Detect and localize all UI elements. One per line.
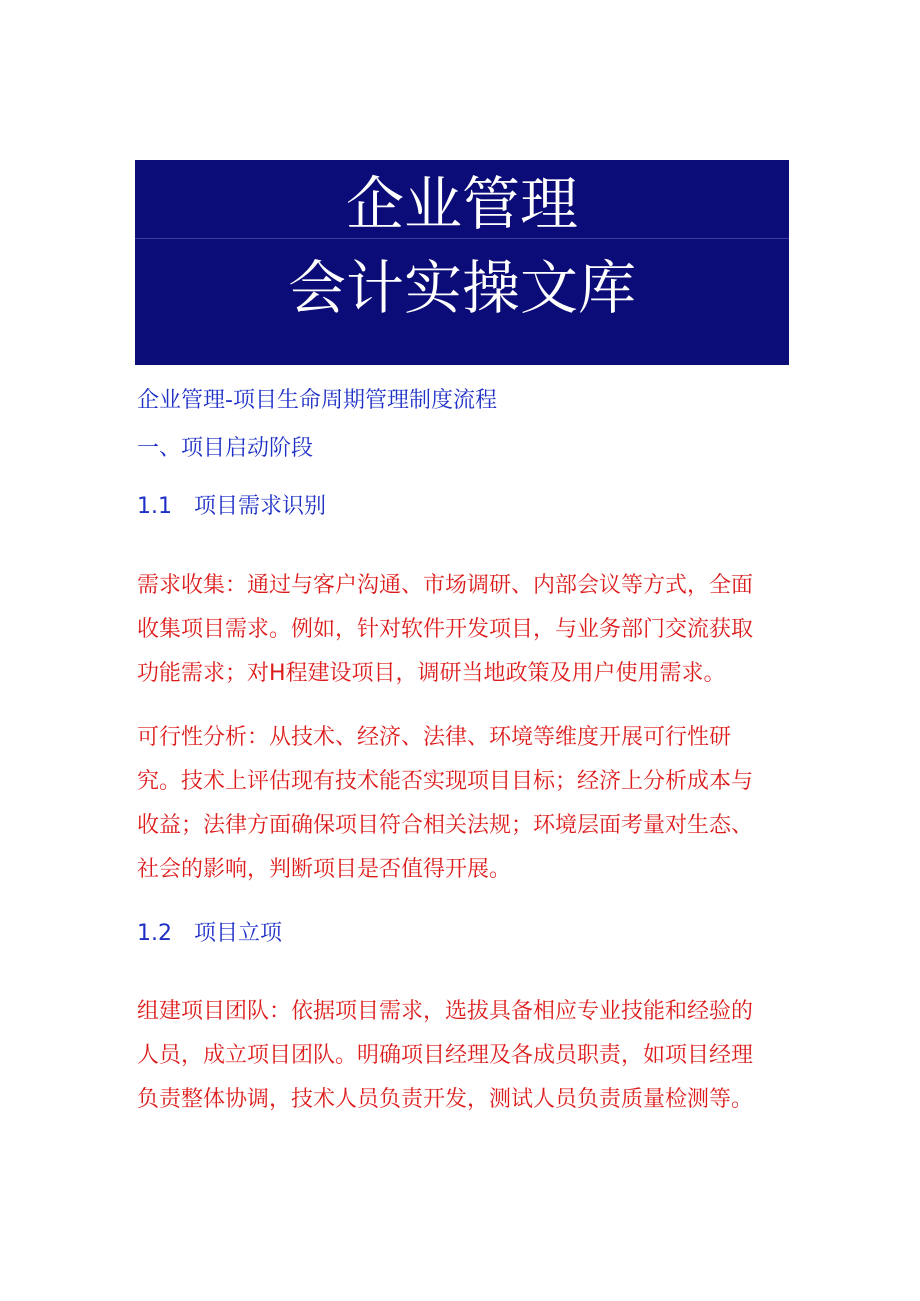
paragraph-line: 功能需求；对H程建设项目，调研当地政策及用户使用需求。	[137, 661, 726, 686]
section-heading: 一、项目启动阶段	[137, 436, 314, 461]
document-title: 企业管理-项目生命周期管理制度流程	[137, 388, 497, 413]
paragraph-line: 可行性分析：从技术、经济、法律、环境等维度开展可行性研	[137, 725, 732, 750]
subsection-number: 1.1	[137, 494, 172, 519]
paragraph-line: 收集项目需求。例如，针对软件开发项目，与业务部门交流获取	[137, 617, 754, 642]
subsection-title: 项目立项	[194, 921, 283, 946]
subsection-heading-1-2	[137, 920, 282, 948]
subsection-title: 项目需求识别	[194, 494, 327, 519]
banner-title-line1: 企业管理	[345, 170, 578, 238]
paragraph-team-building	[137, 990, 797, 1122]
paragraph-feasibility-analysis	[137, 716, 797, 892]
paragraph-line: 人员，成立项目团队。明确项目经理及各成员职责，如项目经理	[137, 1043, 754, 1068]
banner-title-line2: 会计实操文库	[287, 254, 636, 322]
banner-divider	[135, 238, 789, 239]
paragraph-line: 社会的影响，判断项目是否值得开展。	[137, 857, 512, 882]
cover-banner	[135, 160, 789, 365]
paragraph-line: 负责整体协调，技术人员负责开发，测试人员负责质量检测等。	[137, 1087, 754, 1112]
paragraph-requirement-collection	[137, 564, 797, 696]
paragraph-line: 组建项目团队：依据项目需求，选拔具备相应专业技能和经验的	[137, 999, 754, 1024]
paragraph-line: 需求收集：通过与客户沟通、市场调研、内部会议等方式，全面	[137, 573, 754, 598]
paragraph-line: 究。技术上评估现有技术能否实现项目目标；经济上分析成本与	[137, 769, 754, 794]
paragraph-line: 收益；法律方面确保项目符合相关法规；环境层面考量对生态、	[137, 813, 754, 838]
subsection-number: 1.2	[137, 921, 172, 946]
subsection-heading-1-1	[137, 493, 326, 521]
